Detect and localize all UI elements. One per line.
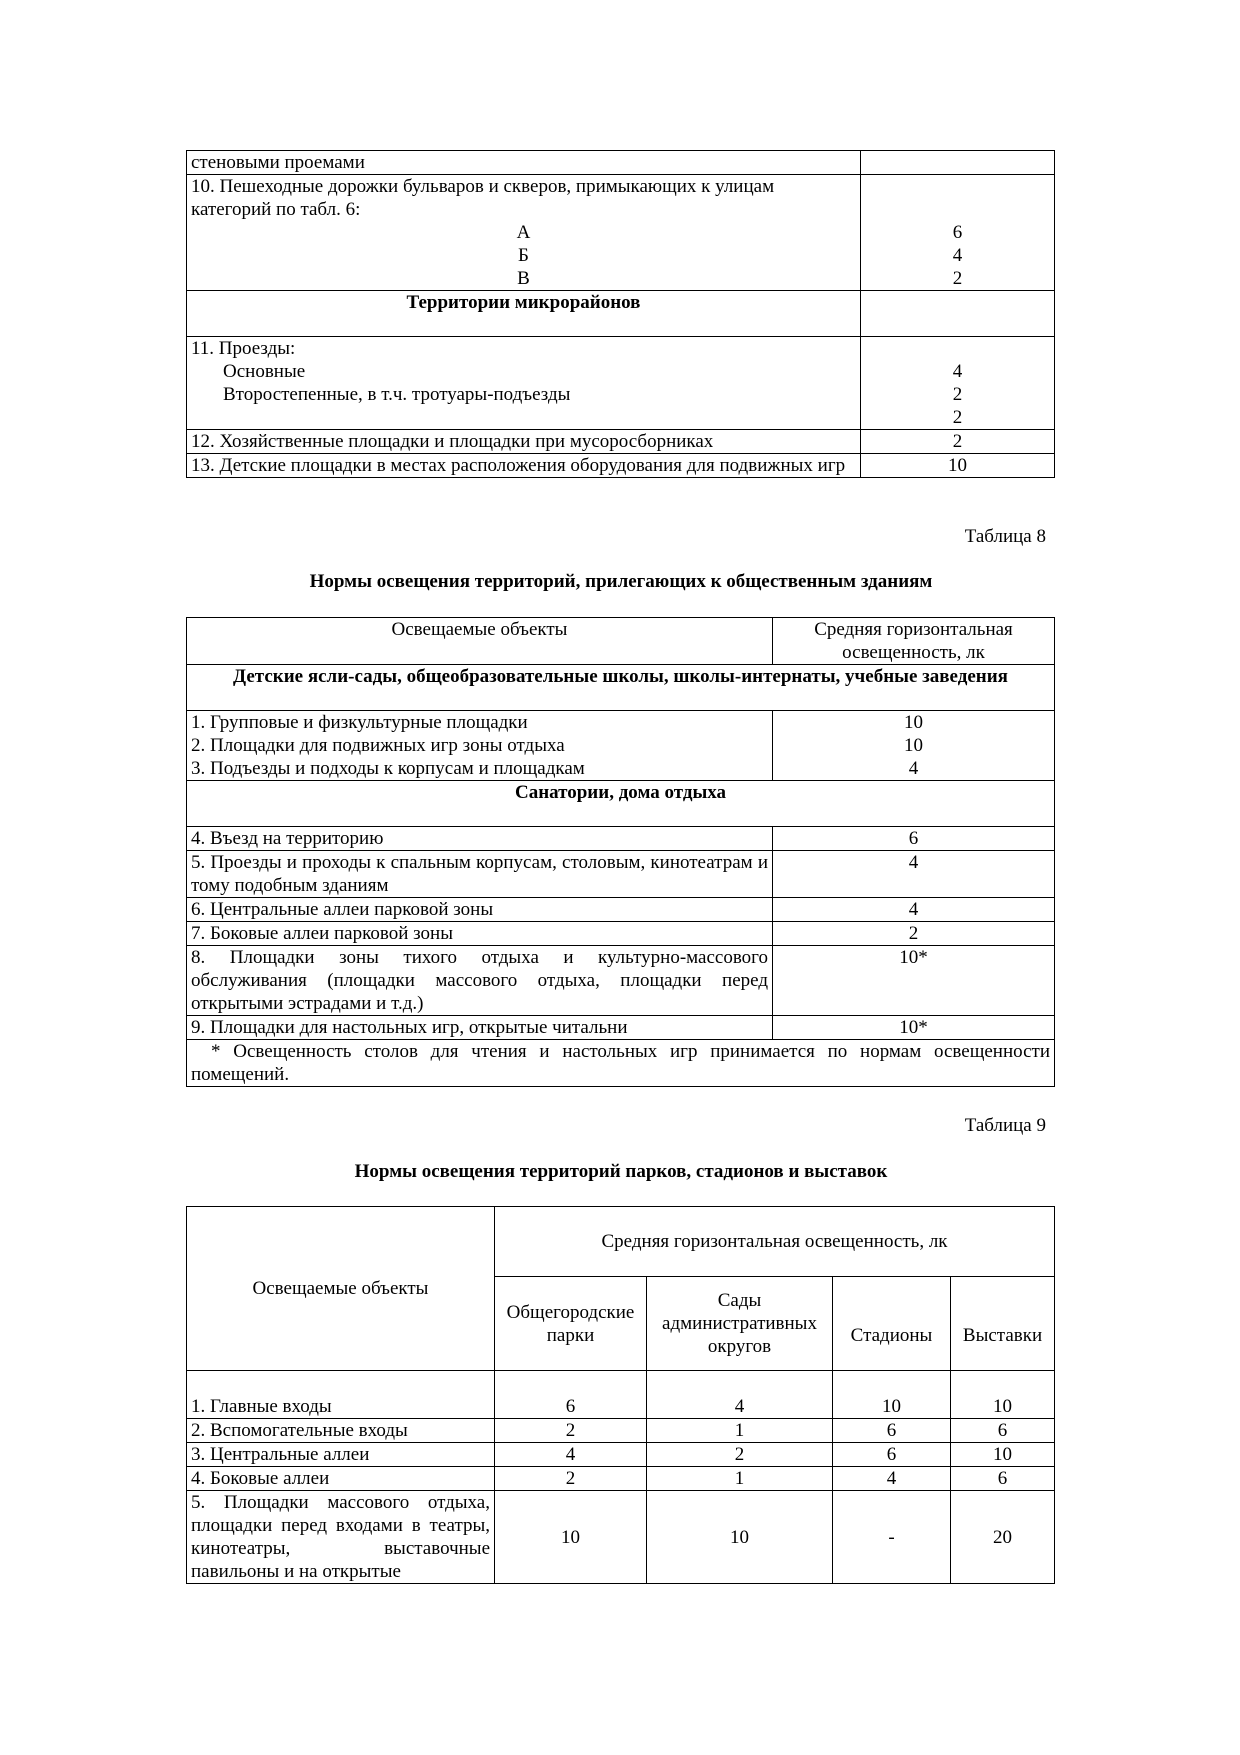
row-text: 4. Въезд на территорию — [187, 827, 773, 851]
column-header: Общегородские парки — [495, 1277, 647, 1371]
note-row — [187, 1040, 1055, 1087]
row-text: стеновыми проемами — [187, 151, 861, 175]
row-text: 8. Площадки зоны тихого отдыха и культурно-массового обслуживания (площадки массового отдыха, площадки перед открытыми эстрадами и т.д.) — [187, 946, 773, 1016]
value-cell: 10 — [833, 1371, 951, 1419]
value-cell: 6 — [952, 222, 963, 243]
table-row — [187, 922, 1055, 946]
row-text: 2. Вспомогательные входы — [187, 1419, 495, 1443]
table-row — [187, 1443, 1055, 1467]
section-heading: Санатории, дома отдыха — [187, 781, 1055, 827]
row-subtext: Второстепенные, в т.ч. тротуары-подъезды — [223, 384, 571, 405]
column-header: Освещаемые объекты — [187, 618, 773, 665]
value-cell: 2 — [952, 407, 963, 428]
value-cell: 4 — [833, 1467, 951, 1491]
section-heading: Детские ясли-сады, общеобразовательные школы, школы-интернаты, учебные заведения — [187, 665, 1055, 711]
table-row — [187, 711, 1055, 781]
value-cell: 2 — [495, 1419, 647, 1443]
row-text: 7. Боковые аллеи парковой зоны — [187, 922, 773, 946]
value-cell: 10 — [951, 1371, 1055, 1419]
table-9-caption: Таблица 9 — [964, 1115, 1046, 1136]
column-header: Стадионы — [833, 1277, 951, 1371]
table-row — [187, 430, 1055, 454]
table-row — [187, 1016, 1055, 1040]
table-9-title: Нормы освещения территорий парков, стадионов и выставок — [354, 1161, 888, 1182]
row-text: 1. Групповые и физкультурные площадки — [191, 712, 528, 733]
row-text: 5. Площадки массового отдыха, площадки перед входами в театры, кинотеатры, выставочные павильоны и на открытые — [187, 1491, 495, 1584]
row-text: 6. Центральные аллеи парковой зоны — [187, 898, 773, 922]
header-row — [187, 618, 1055, 665]
value-cell: 10 — [904, 735, 923, 756]
column-header: Сады административных округов — [647, 1277, 833, 1371]
value-cell: 2 — [861, 430, 1055, 454]
table-8-title: Нормы освещения территорий, прилегающих к общественным зданиям — [309, 571, 933, 592]
table-8 — [186, 617, 1055, 1087]
table-row — [187, 827, 1055, 851]
table-8-caption: Таблица 8 — [964, 526, 1046, 547]
table-row — [187, 898, 1055, 922]
row-text: 12. Хозяйственные площадки и площадки при мусоросборниках — [187, 430, 861, 454]
row-subtext: Основные — [223, 361, 306, 382]
value-cell: 4 — [952, 361, 963, 382]
column-header: Освещаемые объекты — [187, 1207, 495, 1371]
value-cell: 1 — [647, 1467, 833, 1491]
value-cell: 10 — [904, 712, 923, 733]
value-cell: 4 — [908, 758, 919, 779]
row-text: 1. Главные входы — [187, 1371, 495, 1419]
row-text: 13. Детские площадки в местах расположения оборудования для подвижных игр — [187, 454, 861, 478]
row-text: 5. Проезды и проходы к спальным корпусам, столовым, кинотеатрам и тому подобным зданиям — [187, 851, 773, 898]
value-cell: 6 — [951, 1467, 1055, 1491]
value-cell: 4 — [495, 1443, 647, 1467]
value-cell: 4 — [773, 898, 1055, 922]
column-group-header: Средняя горизонтальная освещенность, лк — [495, 1207, 1055, 1277]
table-row — [187, 1419, 1055, 1443]
row-text: 2. Площадки для подвижных игр зоны отдыха — [191, 735, 565, 756]
table-row — [187, 337, 1055, 430]
header-row — [187, 1207, 1055, 1277]
value-cell: 10 — [495, 1491, 647, 1584]
table-9 — [186, 1206, 1055, 1584]
value-cell: - — [833, 1491, 951, 1584]
value-cell: 2 — [952, 268, 963, 289]
value-cell: 6 — [495, 1371, 647, 1419]
value-cell: 6 — [833, 1443, 951, 1467]
value-cell: 10 — [861, 454, 1055, 478]
row-text: 10. Пешеходные дорожки бульваров и скверов, примыкающих к улицам категорий по табл. 6: — [191, 176, 775, 220]
table-row — [187, 851, 1055, 898]
table-7-continuation — [186, 150, 1055, 478]
value-cell: 10* — [773, 1016, 1055, 1040]
value-cell: 2 — [647, 1443, 833, 1467]
row-text: 11. Проезды: — [191, 338, 296, 359]
value-cell: 6 — [833, 1419, 951, 1443]
value-cell: 6 — [773, 827, 1055, 851]
value-cell: 1 — [647, 1419, 833, 1443]
row-text: 3. Центральные аллеи — [187, 1443, 495, 1467]
table-row — [187, 175, 1055, 291]
column-header: Выставки — [951, 1277, 1055, 1371]
table-row — [187, 1491, 1055, 1584]
section-row — [187, 781, 1055, 827]
value-cell: 20 — [951, 1491, 1055, 1584]
value-cell: 10 — [647, 1491, 833, 1584]
section-row — [187, 291, 1055, 337]
value-cell: 4 — [647, 1371, 833, 1419]
table-row — [187, 151, 1055, 175]
section-row — [187, 665, 1055, 711]
section-heading: Территории микрорайонов — [187, 291, 861, 337]
table-row — [187, 1467, 1055, 1491]
row-text: 3. Подъезды и подходы к корпусам и площадкам — [191, 758, 585, 779]
table-row — [187, 454, 1055, 478]
table-row — [187, 946, 1055, 1016]
value-cell: 2 — [773, 922, 1055, 946]
category-label: В — [517, 268, 530, 289]
category-label: Б — [518, 245, 529, 266]
value-cell: 4 — [952, 245, 963, 266]
table-row — [187, 1371, 1055, 1419]
row-text: 9. Площадки для настольных игр, открытые читальни — [187, 1016, 773, 1040]
value-cell: 2 — [495, 1467, 647, 1491]
column-header: Средняя горизонтальная освещенность, лк — [773, 618, 1055, 665]
row-text: 4. Боковые аллеи — [187, 1467, 495, 1491]
value-cell: 6 — [951, 1419, 1055, 1443]
table-note: * Освещенность столов для чтения и настольных игр принимается по нормам освещенности помещений. — [187, 1040, 1055, 1087]
value-cell: 4 — [773, 851, 1055, 898]
value-cell: 10 — [951, 1443, 1055, 1467]
value-cell: 2 — [952, 384, 963, 405]
category-label: А — [516, 222, 531, 243]
value-cell: 10* — [773, 946, 1055, 1016]
